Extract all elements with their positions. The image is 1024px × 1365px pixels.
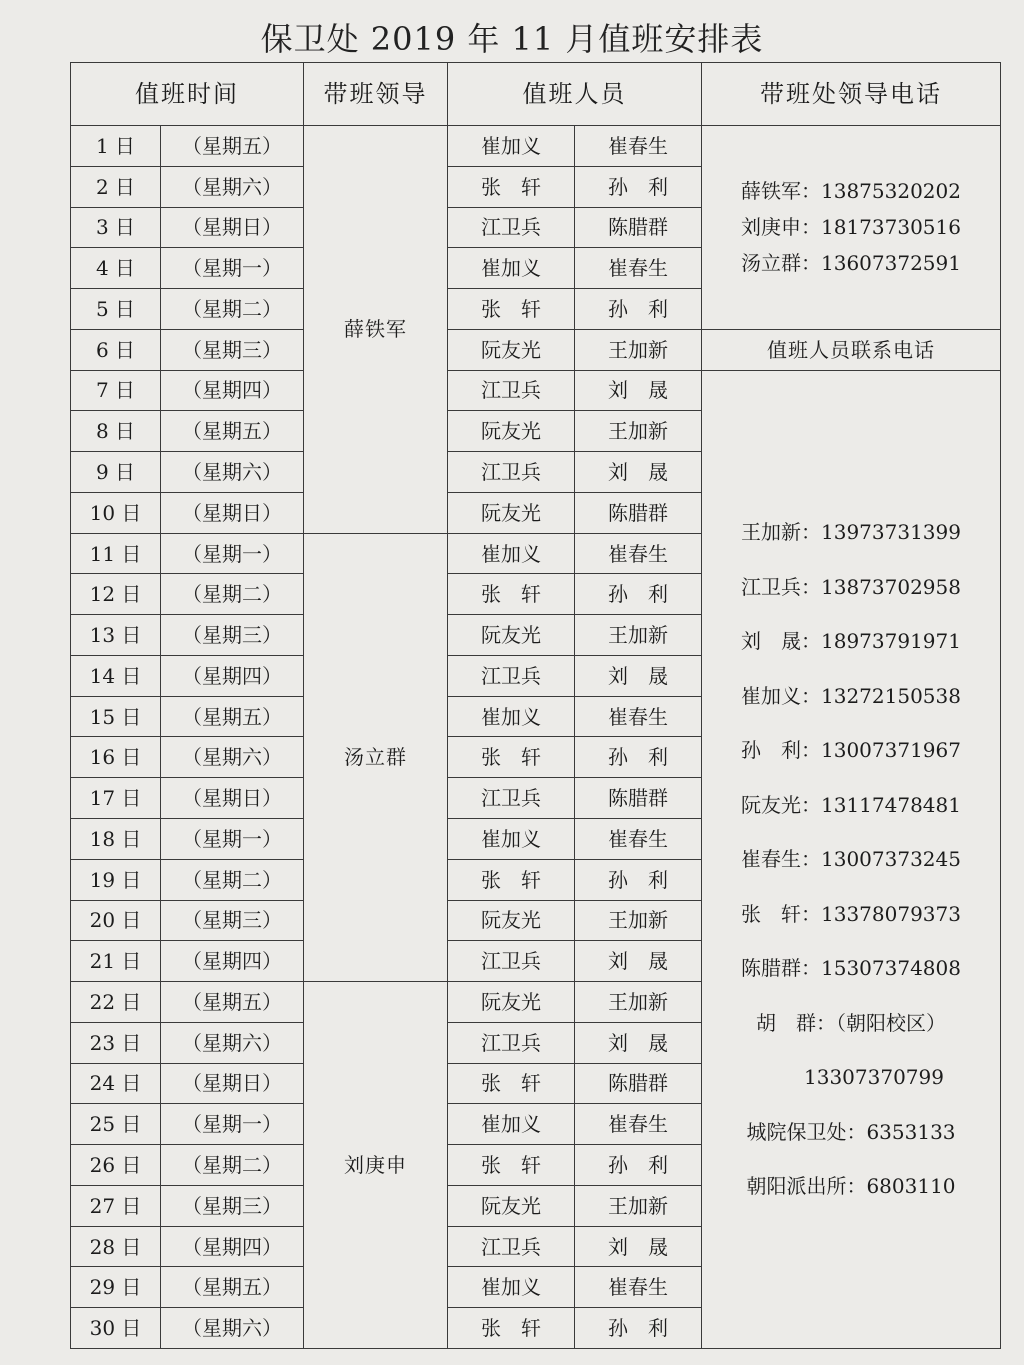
- staff-cell: 王加新: [575, 900, 702, 941]
- day-cell: 30 日: [71, 1308, 161, 1349]
- weekday-cell: （星期三）: [161, 329, 304, 370]
- staff-cell: 王加新: [575, 615, 702, 656]
- leader-phone-line: 刘庚申：18173730516: [741, 215, 961, 240]
- staff-phone-line: 王加新：13973731399: [741, 520, 961, 545]
- weekday-cell: （星期五）: [161, 696, 304, 737]
- weekday-cell: （星期日）: [161, 778, 304, 819]
- staff-cell: 阮友光: [448, 492, 575, 533]
- staff-phone-line: 城院保卫处：6353133: [746, 1119, 956, 1144]
- day-cell: 13 日: [71, 615, 161, 656]
- weekday-cell: （星期一）: [161, 533, 304, 574]
- leader-cell: 薛铁军: [304, 126, 448, 534]
- staff-cell: 孙 利: [575, 289, 702, 330]
- staff-cell: 江卫兵: [448, 655, 575, 696]
- day-cell: 26 日: [71, 1145, 161, 1186]
- day-cell: 19 日: [71, 859, 161, 900]
- staff-cell: 张 轩: [448, 1145, 575, 1186]
- day-cell: 28 日: [71, 1226, 161, 1267]
- staff-phones-cell: [702, 370, 1001, 1348]
- day-cell: 22 日: [71, 982, 161, 1023]
- staff-cell: 陈腊群: [575, 207, 702, 248]
- staff-cell: 崔春生: [575, 1267, 702, 1308]
- table-row: [71, 126, 1001, 167]
- weekday-cell: （星期一）: [161, 1104, 304, 1145]
- staff-cell: 江卫兵: [448, 1022, 575, 1063]
- staff-cell: 江卫兵: [448, 207, 575, 248]
- day-cell: 15 日: [71, 696, 161, 737]
- day-cell: 23 日: [71, 1022, 161, 1063]
- staff-phone-line: 胡 群：（朝阳校区）: [756, 1010, 946, 1035]
- staff-phone-line: 张 轩：13378079373: [741, 901, 961, 926]
- staff-phone-line: 孙 利：13007371967: [741, 738, 961, 763]
- staff-phone-line: 13307370799: [804, 1065, 944, 1090]
- staff-cell: 张 轩: [448, 1308, 575, 1349]
- staff-cell: 孙 利: [575, 859, 702, 900]
- day-cell: 21 日: [71, 941, 161, 982]
- day-cell: 27 日: [71, 1185, 161, 1226]
- staff-cell: 崔春生: [575, 248, 702, 289]
- header-leader-phone: 带班处领导电话: [702, 63, 1001, 126]
- weekday-cell: （星期日）: [161, 1063, 304, 1104]
- weekday-cell: （星期三）: [161, 615, 304, 656]
- day-cell: 6 日: [71, 329, 161, 370]
- leader-cell: 汤立群: [304, 533, 448, 981]
- leader-phone-line: 汤立群：13607372591: [741, 251, 961, 276]
- staff-cell: 崔春生: [575, 696, 702, 737]
- header-leader: 带班领导: [304, 63, 448, 126]
- staff-cell: 江卫兵: [448, 941, 575, 982]
- staff-cell: 刘 晟: [575, 452, 702, 493]
- staff-cell: 崔加义: [448, 248, 575, 289]
- day-cell: 9 日: [71, 452, 161, 493]
- day-cell: 20 日: [71, 900, 161, 941]
- staff-cell: 张 轩: [448, 289, 575, 330]
- weekday-cell: （星期六）: [161, 452, 304, 493]
- staff-phone-line: 江卫兵：13873702958: [741, 574, 961, 599]
- day-cell: 1 日: [71, 126, 161, 167]
- staff-phone-line: 崔加义：13272150538: [741, 683, 961, 708]
- leader-phones-cell: [702, 126, 1001, 330]
- staff-cell: 张 轩: [448, 1063, 575, 1104]
- weekday-cell: （星期二）: [161, 1145, 304, 1186]
- staff-cell: 崔春生: [575, 819, 702, 860]
- staff-cell: 崔加义: [448, 1104, 575, 1145]
- staff-cell: 刘 晟: [575, 370, 702, 411]
- weekday-cell: （星期四）: [161, 370, 304, 411]
- staff-cell: 江卫兵: [448, 1226, 575, 1267]
- weekday-cell: （星期三）: [161, 1185, 304, 1226]
- header-row: [71, 63, 1001, 126]
- staff-cell: 陈腊群: [575, 778, 702, 819]
- day-cell: 12 日: [71, 574, 161, 615]
- staff-cell: 崔春生: [575, 126, 702, 167]
- weekday-cell: （星期六）: [161, 1022, 304, 1063]
- day-cell: 10 日: [71, 492, 161, 533]
- weekday-cell: （星期四）: [161, 941, 304, 982]
- weekday-cell: （星期四）: [161, 655, 304, 696]
- staff-cell: 阮友光: [448, 329, 575, 370]
- weekday-cell: （星期五）: [161, 126, 304, 167]
- duty-schedule-table: [70, 62, 1001, 1349]
- table-row: [71, 329, 1001, 370]
- day-cell: 18 日: [71, 819, 161, 860]
- weekday-cell: （星期六）: [161, 737, 304, 778]
- staff-cell: 王加新: [575, 982, 702, 1023]
- staff-cell: 崔春生: [575, 533, 702, 574]
- staff-cell: 张 轩: [448, 166, 575, 207]
- staff-cell: 崔加义: [448, 126, 575, 167]
- day-cell: 3 日: [71, 207, 161, 248]
- day-cell: 24 日: [71, 1063, 161, 1104]
- staff-cell: 孙 利: [575, 1308, 702, 1349]
- weekday-cell: （星期一）: [161, 248, 304, 289]
- day-cell: 7 日: [71, 370, 161, 411]
- header-duty-staff: 值班人员: [448, 63, 702, 126]
- weekday-cell: （星期二）: [161, 574, 304, 615]
- weekday-cell: （星期五）: [161, 411, 304, 452]
- day-cell: 25 日: [71, 1104, 161, 1145]
- staff-cell: 阮友光: [448, 1185, 575, 1226]
- weekday-cell: （星期一）: [161, 819, 304, 860]
- staff-cell: 崔加义: [448, 696, 575, 737]
- day-cell: 14 日: [71, 655, 161, 696]
- staff-phone-line: 刘 晟：18973791971: [741, 629, 961, 654]
- weekday-cell: （星期日）: [161, 207, 304, 248]
- day-cell: 29 日: [71, 1267, 161, 1308]
- weekday-cell: （星期二）: [161, 859, 304, 900]
- day-cell: 4 日: [71, 248, 161, 289]
- header-duty-time: 值班时间: [71, 63, 304, 126]
- leader-cell: 刘庚申: [304, 982, 448, 1349]
- schedule-body: [71, 126, 1001, 1349]
- weekday-cell: （星期日）: [161, 492, 304, 533]
- staff-cell: 刘 晟: [575, 941, 702, 982]
- weekday-cell: （星期六）: [161, 1308, 304, 1349]
- staff-cell: 阮友光: [448, 900, 575, 941]
- staff-cell: 刘 晟: [575, 1226, 702, 1267]
- staff-cell: 阮友光: [448, 615, 575, 656]
- staff-cell: 阮友光: [448, 982, 575, 1023]
- staff-cell: 孙 利: [575, 737, 702, 778]
- staff-cell: 崔加义: [448, 533, 575, 574]
- staff-cell: 王加新: [575, 1185, 702, 1226]
- table-row: [71, 370, 1001, 411]
- staff-phone-header: 值班人员联系电话: [702, 329, 1001, 370]
- staff-phone-line: 陈腊群：15307374808: [741, 956, 961, 981]
- day-cell: 11 日: [71, 533, 161, 574]
- day-cell: 8 日: [71, 411, 161, 452]
- staff-cell: 王加新: [575, 329, 702, 370]
- staff-cell: 孙 利: [575, 166, 702, 207]
- staff-cell: 崔加义: [448, 819, 575, 860]
- weekday-cell: （星期二）: [161, 289, 304, 330]
- day-cell: 5 日: [71, 289, 161, 330]
- weekday-cell: （星期三）: [161, 900, 304, 941]
- page-title: 保卫处 2019 年 11 月值班安排表: [260, 20, 764, 58]
- staff-cell: 张 轩: [448, 737, 575, 778]
- staff-cell: 刘 晟: [575, 1022, 702, 1063]
- staff-cell: 江卫兵: [448, 778, 575, 819]
- staff-cell: 陈腊群: [575, 492, 702, 533]
- staff-phone-line: 阮友光：13117478481: [741, 792, 961, 817]
- day-cell: 17 日: [71, 778, 161, 819]
- staff-cell: 阮友光: [448, 411, 575, 452]
- day-cell: 2 日: [71, 166, 161, 207]
- staff-cell: 江卫兵: [448, 452, 575, 493]
- staff-cell: 张 轩: [448, 859, 575, 900]
- day-cell: 16 日: [71, 737, 161, 778]
- staff-phone-line: 崔春生：13007373245: [741, 847, 961, 872]
- weekday-cell: （星期六）: [161, 166, 304, 207]
- staff-cell: 孙 利: [575, 574, 702, 615]
- staff-cell: 江卫兵: [448, 370, 575, 411]
- leader-phone-line: 薛铁军：13875320202: [741, 179, 961, 204]
- staff-cell: 陈腊群: [575, 1063, 702, 1104]
- staff-cell: 崔加义: [448, 1267, 575, 1308]
- weekday-cell: （星期五）: [161, 982, 304, 1023]
- weekday-cell: （星期四）: [161, 1226, 304, 1267]
- staff-phone-line: 朝阳派出所：6803110: [746, 1174, 956, 1199]
- weekday-cell: （星期五）: [161, 1267, 304, 1308]
- staff-cell: 刘 晟: [575, 655, 702, 696]
- staff-cell: 孙 利: [575, 1145, 702, 1186]
- staff-cell: 张 轩: [448, 574, 575, 615]
- staff-cell: 崔春生: [575, 1104, 702, 1145]
- staff-cell: 王加新: [575, 411, 702, 452]
